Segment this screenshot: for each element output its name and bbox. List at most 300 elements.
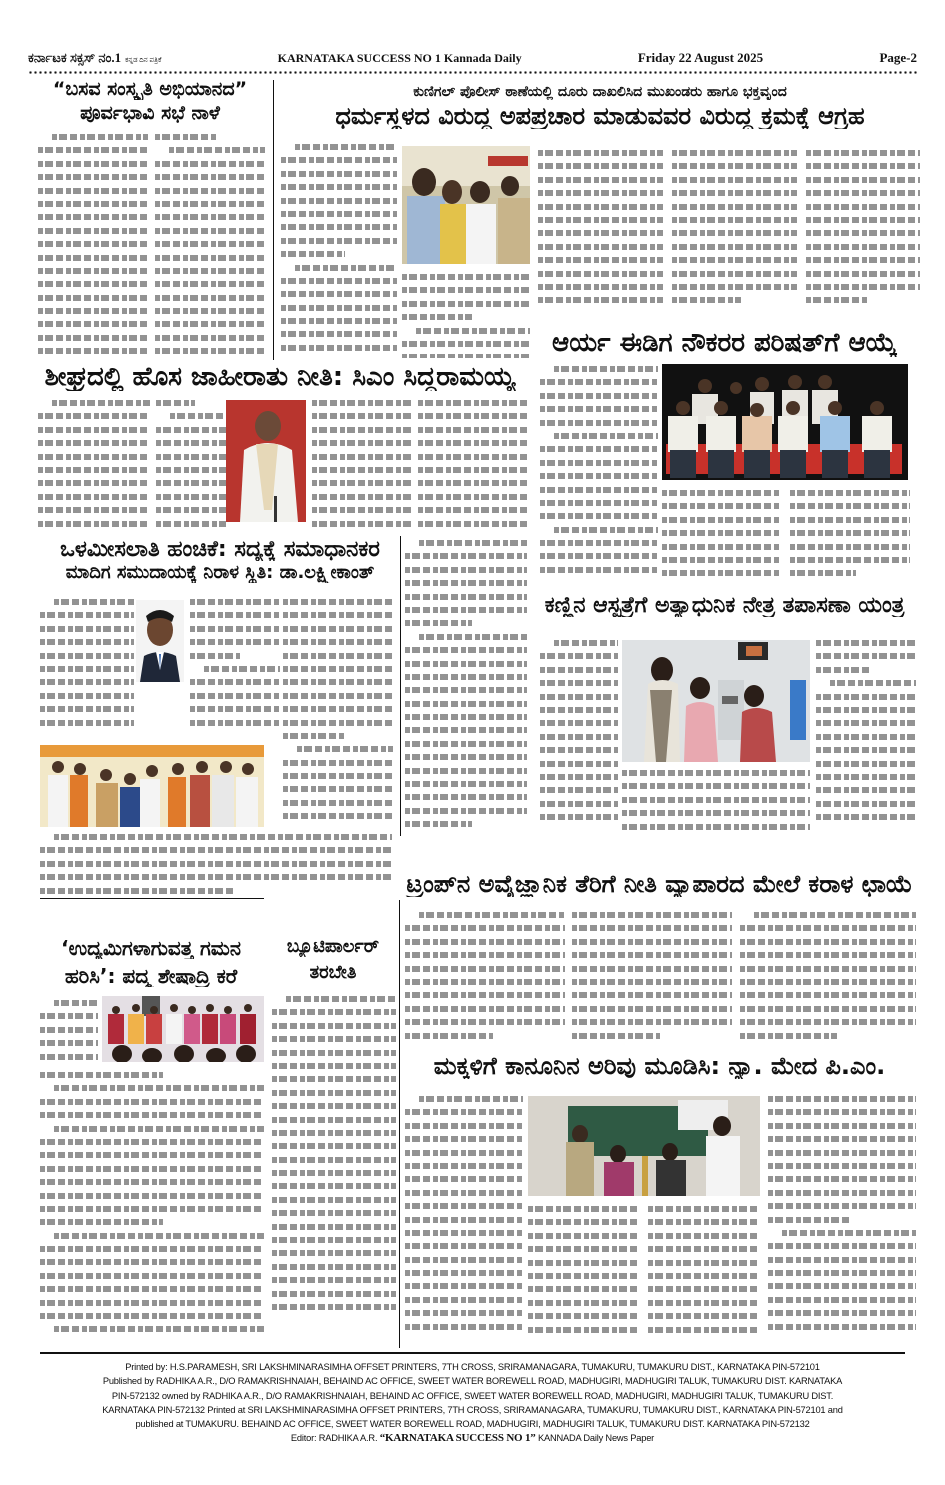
text-line <box>283 595 393 608</box>
arya-ediga-continued-col <box>405 536 527 836</box>
law-awareness-body-col-1 <box>405 1092 523 1346</box>
imprint-line: KARNATAKA PIN-572132 Printed at SRI LAKSHMINARASIMHA OFFSET PRINTERS, 7TH CROSS, SRIRAMANAGARA, TUMAKURU, TUMAKURU DIST., KARNATAKA PIN-572101 and <box>102 1404 843 1415</box>
lakshmikanth-portrait <box>136 600 184 682</box>
text-line <box>40 1148 264 1161</box>
text-line <box>768 1186 916 1199</box>
text-line <box>768 1253 916 1266</box>
text-line <box>540 549 658 562</box>
text-line <box>405 670 527 683</box>
text-line <box>281 287 397 300</box>
text-line <box>418 476 530 489</box>
text-line <box>648 1256 760 1269</box>
reservation-body-col-2 <box>283 595 393 835</box>
text-line <box>648 1229 760 1242</box>
text-line <box>405 804 527 817</box>
text-line <box>816 797 916 810</box>
text-line <box>740 975 916 988</box>
text-line <box>405 549 527 562</box>
text-line <box>40 996 98 1009</box>
text-line <box>768 1226 916 1239</box>
text-line <box>648 1282 760 1295</box>
text-line <box>38 344 148 357</box>
text-line <box>312 490 412 503</box>
text-line <box>155 130 265 143</box>
text-line <box>38 517 150 530</box>
text-line <box>283 729 393 742</box>
text-line <box>816 770 916 783</box>
ad-policy-body-col-1 <box>38 396 150 532</box>
text-line <box>672 200 797 213</box>
text-line <box>768 1306 916 1319</box>
text-line <box>155 344 265 357</box>
text-line <box>402 337 530 350</box>
text-line <box>402 350 530 358</box>
text-line <box>540 730 618 743</box>
text-line <box>672 146 797 159</box>
text-line <box>405 1279 523 1292</box>
text-line <box>418 396 530 409</box>
text-line <box>272 1126 396 1139</box>
paper-name: “KARNATAKA SUCCESS NO 1” <box>379 1432 536 1445</box>
text-line <box>190 702 280 715</box>
text-line <box>740 921 916 934</box>
text-line <box>40 716 134 729</box>
text-line <box>768 1092 916 1105</box>
text-line <box>768 1199 916 1212</box>
text-line <box>40 1215 264 1228</box>
text-line <box>402 310 530 323</box>
text-line <box>272 1059 396 1072</box>
eye-examination-photo <box>622 640 810 762</box>
text-line <box>272 1099 396 1112</box>
text-line <box>648 1296 760 1309</box>
text-line <box>672 226 797 239</box>
text-line <box>312 423 412 436</box>
text-line <box>405 1213 523 1226</box>
text-line <box>190 595 280 608</box>
issue-date: Friday 22 August 2025 <box>637 50 764 65</box>
text-line <box>572 908 732 921</box>
text-line <box>806 293 920 306</box>
text-line <box>740 935 916 948</box>
text-line <box>38 264 148 277</box>
text-line <box>40 1162 264 1175</box>
text-line <box>405 590 527 603</box>
section-divider <box>40 898 264 899</box>
text-line <box>418 423 530 436</box>
text-line <box>662 553 780 566</box>
text-line <box>281 327 397 340</box>
text-line <box>38 224 148 237</box>
text-line <box>405 1320 523 1333</box>
text-line <box>405 603 527 616</box>
arya-ediga-headline: ಆರ್ಯ ಈಡಿಗ ನೌಕರರ ಪರಿಷತ್‌ಗೆ ಆಯ್ಕೆ <box>552 330 897 358</box>
text-line <box>538 240 663 253</box>
text-line <box>672 213 797 226</box>
text-line <box>405 723 527 736</box>
imprint-footer <box>40 1360 905 1446</box>
text-line <box>672 159 797 172</box>
text-line <box>790 499 910 512</box>
text-line <box>540 810 618 823</box>
ad-policy-body-col-3 <box>312 396 412 532</box>
text-line <box>538 146 663 159</box>
text-line <box>405 1119 523 1132</box>
text-line <box>312 409 412 422</box>
text-line <box>405 1293 523 1306</box>
text-line <box>768 1159 916 1172</box>
text-line <box>40 870 392 883</box>
text-line <box>40 1068 264 1081</box>
text-line <box>405 1132 523 1145</box>
text-line <box>405 1266 523 1279</box>
text-line <box>572 921 732 934</box>
text-line <box>405 921 565 934</box>
text-line <box>405 962 565 975</box>
text-line <box>312 463 412 476</box>
text-line <box>272 1179 396 1192</box>
text-line <box>405 988 565 1001</box>
page-number: Page-2 <box>879 50 917 65</box>
imprint-line: published at TUMAKURU. BEHAIND AC OFFICE, SWEET WATER BOREWELL ROAD, MADHUGIRI, MADHUGIRI TALUK, TUMAKURU DIST. KARNATAKA PIN-572132 <box>135 1419 810 1430</box>
text-line <box>622 820 810 833</box>
text-line <box>38 277 148 290</box>
text-line <box>672 293 797 306</box>
text-line <box>740 1029 916 1042</box>
reservation-event-photo <box>40 745 264 827</box>
text-line <box>806 213 920 226</box>
entrepreneurs-body-col-1a <box>40 996 98 1066</box>
dharmasthala-body-col-3 <box>538 146 663 316</box>
text-line <box>40 1095 264 1108</box>
text-line <box>156 423 226 436</box>
text-line <box>740 962 916 975</box>
text-line <box>538 159 663 172</box>
law-awareness-photo <box>528 1096 760 1196</box>
text-line <box>528 1202 640 1215</box>
text-line <box>540 636 618 649</box>
text-line <box>155 184 265 197</box>
text-line <box>283 782 393 795</box>
text-line <box>540 757 618 770</box>
text-line <box>155 317 265 330</box>
dharmasthala-photo <box>402 146 530 264</box>
text-line <box>283 689 393 702</box>
text-line <box>156 436 226 449</box>
basava-body-col-1 <box>38 130 148 360</box>
text-line <box>281 167 397 180</box>
reservation-body-col-1a <box>40 595 134 735</box>
text-line <box>662 499 780 512</box>
text-line <box>155 197 265 210</box>
text-line <box>190 608 280 621</box>
text-line <box>155 143 265 156</box>
text-line <box>405 750 527 763</box>
text-line <box>38 143 148 156</box>
text-line <box>662 526 780 539</box>
text-line <box>405 616 527 629</box>
text-line <box>790 566 910 579</box>
text-line <box>155 237 265 250</box>
dharmasthala-body-col-5 <box>806 146 920 316</box>
text-line <box>190 689 280 702</box>
text-line <box>405 1199 523 1212</box>
text-line <box>538 280 663 293</box>
text-line <box>38 237 148 250</box>
text-line <box>40 1081 264 1094</box>
women-entrepreneurs-photo <box>102 996 264 1062</box>
text-line <box>272 992 396 1005</box>
text-line <box>540 663 618 676</box>
masthead <box>28 50 917 68</box>
text-line <box>538 200 663 213</box>
text-line <box>528 1256 640 1269</box>
reservation-body-col-1b <box>190 595 280 735</box>
text-line <box>40 662 134 675</box>
dharmasthala-body-col-1 <box>281 140 397 358</box>
text-line <box>283 649 393 662</box>
text-line <box>283 742 393 755</box>
law-awareness-body-col-2 <box>528 1202 640 1348</box>
text-line <box>540 469 658 482</box>
text-line <box>768 1119 916 1132</box>
text-line <box>312 476 412 489</box>
text-line <box>816 636 916 649</box>
text-line <box>540 649 618 662</box>
text-line <box>806 186 920 199</box>
text-line <box>281 207 397 220</box>
text-line <box>405 1015 565 1028</box>
text-line <box>528 1282 640 1295</box>
text-line <box>272 1019 396 1032</box>
text-line <box>740 1002 916 1015</box>
basava-headline-2: ಪೂರ್ವಭಾವಿ ಸಭೆ ನಾಳೆ <box>80 104 220 124</box>
text-line <box>40 702 134 715</box>
text-line <box>768 1320 916 1333</box>
text-line <box>405 737 527 750</box>
text-line <box>572 948 732 961</box>
text-line <box>283 796 393 809</box>
text-line <box>40 1255 264 1268</box>
column-divider <box>400 536 401 836</box>
text-line <box>405 683 527 696</box>
eye-hospital-body-col-2 <box>622 766 810 838</box>
dharmasthala-body-col-4 <box>672 146 797 316</box>
editor-line <box>40 1431 905 1445</box>
text-line <box>672 253 797 266</box>
text-line <box>272 1005 396 1018</box>
text-line <box>806 146 920 159</box>
text-line <box>405 1186 523 1199</box>
dharmasthala-kicker: ಕುಣಿಗಲ್ ಪೊಲೀಸ್ ಠಾಣೆಯಲ್ಲಿ ದೂರು ದಾಖಲಿಸಿದ ಮುಖಂಡರು ಹಾಗೂ ಭಕ್ತವೃಂದ <box>413 84 787 100</box>
text-line <box>816 649 916 662</box>
text-line <box>405 790 527 803</box>
text-line <box>806 253 920 266</box>
text-line <box>572 935 732 948</box>
text-line <box>190 649 280 662</box>
text-line <box>402 297 530 310</box>
siddaramaiah-photo <box>226 400 306 522</box>
text-line <box>540 703 618 716</box>
text-line <box>405 563 527 576</box>
text-line <box>540 783 618 796</box>
text-line <box>38 157 148 170</box>
text-line <box>622 793 810 806</box>
arya-ediga-group-photo <box>662 364 908 480</box>
text-line <box>816 730 916 743</box>
text-line <box>40 635 134 648</box>
text-line <box>40 689 134 702</box>
text-line <box>540 509 658 522</box>
text-line <box>155 264 265 277</box>
text-line <box>672 240 797 253</box>
text-line <box>281 301 397 314</box>
law-awareness-body-col-4 <box>768 1092 916 1346</box>
footer-rule <box>40 1352 905 1354</box>
text-line <box>405 576 527 589</box>
entrepreneurs-headline-2: ಹರಿಸಿ’: ಪದ್ಮ ಶೇಷಾದ್ರಿ ಕರೆ <box>64 966 238 987</box>
text-line <box>405 764 527 777</box>
text-line <box>155 304 265 317</box>
text-line <box>156 450 226 463</box>
text-line <box>418 436 530 449</box>
text-line <box>816 676 916 689</box>
text-line <box>283 662 393 675</box>
text-line <box>816 783 916 796</box>
text-line <box>528 1229 640 1242</box>
text-line <box>405 1105 523 1118</box>
text-line <box>790 486 910 499</box>
text-line <box>528 1309 640 1322</box>
text-line <box>40 1189 264 1202</box>
text-line <box>672 267 797 280</box>
law-awareness-body-col-3 <box>648 1202 760 1348</box>
text-line <box>418 463 530 476</box>
text-line <box>272 1086 396 1099</box>
text-line <box>312 436 412 449</box>
text-line <box>648 1269 760 1282</box>
text-line <box>38 450 150 463</box>
trump-tariff-headline: ಟ್ರಂಪ್‌ನ ಅವೈಜ್ಞಾನಿಕ ತೆರಿಗೆ ನೀತಿ ವ್ಯಾಪಾರದ ಮೇಲೆ ಕರಾಳ ಛಾಯೆ <box>406 872 913 898</box>
text-line <box>540 536 658 549</box>
text-line <box>418 450 530 463</box>
text-line <box>790 540 910 553</box>
eye-hospital-headline: ಕಣ್ಣಿನ ಆಸ್ಪತ್ರೆಗೆ ಅತ್ಯಾಧುನಿಕ ನೇತ್ರ ತಪಾಸಣಾ ಯಂತ್ರ <box>544 594 905 618</box>
text-line <box>272 1166 396 1179</box>
text-line <box>405 935 565 948</box>
text-line <box>40 857 392 870</box>
text-line <box>272 1206 396 1219</box>
text-line <box>272 1139 396 1152</box>
reservation-photo-caption <box>40 830 392 895</box>
text-line <box>806 159 920 172</box>
text-line <box>38 304 148 317</box>
arya-ediga-body-col-2 <box>662 486 780 588</box>
text-line <box>540 716 618 729</box>
text-line <box>540 563 658 576</box>
text-line <box>283 635 393 648</box>
imprint-line: PIN-572132 owned by RADHIKA A.R., D/O RAMAKRISHNAIAH, BEHAIND AC OFFICE, SWEET WATER BOREWELL ROAD, MADHUGIRI, MADHUGIRI TALUK, TUMAKURU DIST. <box>111 1390 834 1401</box>
text-line <box>190 635 280 648</box>
text-line <box>38 130 148 143</box>
text-line <box>538 173 663 186</box>
text-line <box>662 540 780 553</box>
text-line <box>283 702 393 715</box>
text-line <box>538 213 663 226</box>
text-line <box>538 253 663 266</box>
dharmasthala-body-col-2 <box>402 270 530 358</box>
text-line <box>540 375 658 388</box>
text-line <box>405 1172 523 1185</box>
text-line <box>38 436 150 449</box>
text-line <box>816 703 916 716</box>
text-line <box>312 503 412 516</box>
text-line <box>672 280 797 293</box>
text-line <box>283 608 393 621</box>
text-line <box>405 657 527 670</box>
text-line <box>540 389 658 402</box>
text-line <box>312 450 412 463</box>
text-line <box>281 194 397 207</box>
text-line <box>272 1113 396 1126</box>
text-line <box>405 630 527 643</box>
text-line <box>405 1146 523 1159</box>
text-line <box>281 180 397 193</box>
text-line <box>38 463 150 476</box>
text-line <box>540 523 658 536</box>
text-line <box>528 1296 640 1309</box>
text-line <box>538 293 663 306</box>
text-line <box>740 948 916 961</box>
text-line <box>281 314 397 327</box>
text-line <box>281 220 397 233</box>
text-line <box>790 526 910 539</box>
text-line <box>38 331 148 344</box>
newspaper-title: KARNATAKA SUCCESS NO 1 Kannada Daily <box>277 51 522 65</box>
text-line <box>540 362 658 375</box>
text-line <box>806 173 920 186</box>
text-line <box>272 1072 396 1085</box>
trump-body-col-1 <box>405 908 565 1048</box>
text-line <box>528 1215 640 1228</box>
text-line <box>768 1105 916 1118</box>
text-line <box>806 240 920 253</box>
text-line <box>768 1239 916 1252</box>
text-line <box>540 442 658 455</box>
text-line <box>156 517 226 530</box>
text-line <box>281 341 397 354</box>
text-line <box>283 809 393 822</box>
text-line <box>155 157 265 170</box>
text-line <box>190 716 280 729</box>
text-line <box>662 513 780 526</box>
text-line <box>528 1269 640 1282</box>
text-line <box>816 716 916 729</box>
arya-ediga-body-col-1 <box>540 362 658 588</box>
text-line <box>281 153 397 166</box>
text-line <box>816 743 916 756</box>
imprint-line: Printed by: H.S.PARAMESH, SRI LAKSHMINARASIMHA OFFSET PRINTERS, 7TH CROSS, SRIRAMANAGARA, TUMAKURU, TUMAKURU DIST., KARNATAKA PIN-572101 <box>125 1362 820 1372</box>
text-line <box>155 210 265 223</box>
beauty-parlour-body <box>272 992 396 1352</box>
text-line <box>40 1050 98 1063</box>
basava-headline-1: “ಬಸವ ಸಂಸ್ಕೃತಿ ಅಭಿಯಾನದ” <box>52 80 248 100</box>
text-line <box>662 566 780 579</box>
text-line <box>155 251 265 264</box>
text-line <box>740 908 916 921</box>
text-line <box>281 140 397 153</box>
text-line <box>540 676 618 689</box>
